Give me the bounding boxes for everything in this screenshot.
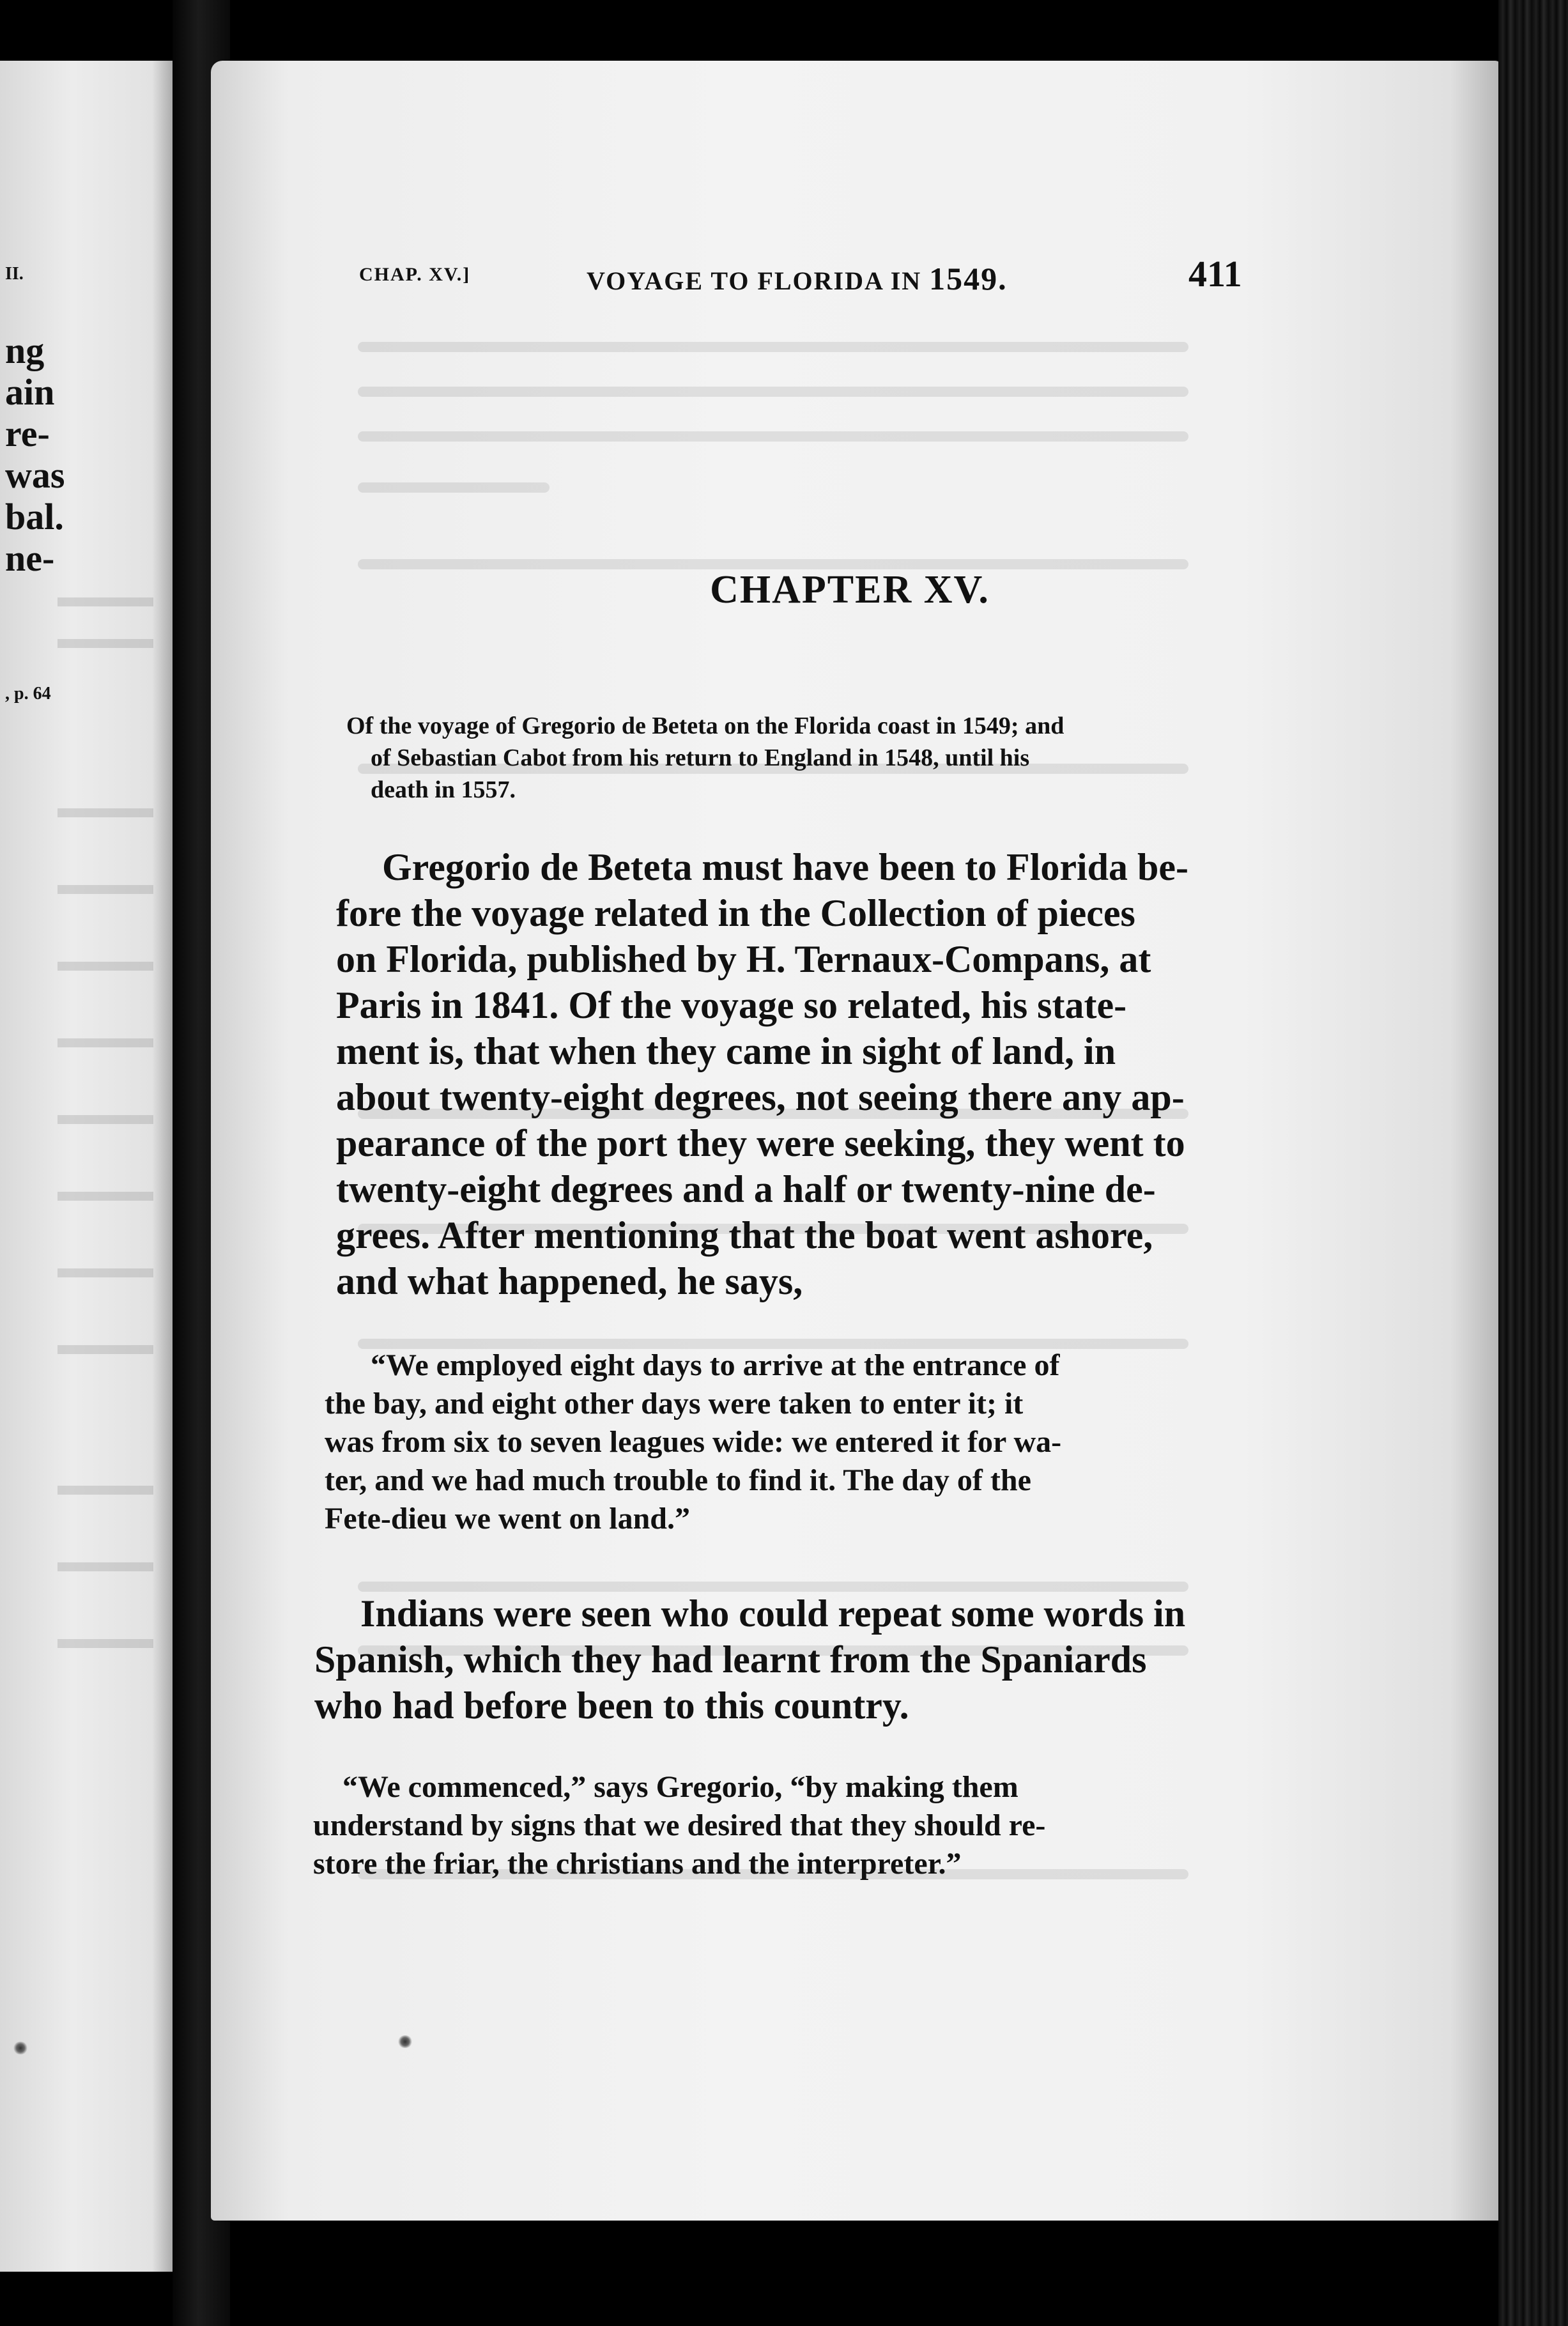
running-head-title — [587, 260, 1008, 297]
quote-line: understand by signs that we desired that they should re- — [313, 1808, 1046, 1842]
previous-page-sliver — [0, 61, 179, 2272]
quote-line: the bay, and eight other days were taken to enter it; it — [325, 1387, 1024, 1421]
left-page-fragment: ne- — [5, 537, 55, 579]
paragraph-line: grees. After mentioning that the boat went ashore, — [336, 1214, 1153, 1256]
quote-line: Fete-dieu we went on land.” — [325, 1502, 690, 1536]
left-page-fragment: ain — [5, 371, 55, 413]
paragraph-line: who had before been to this country. — [314, 1684, 909, 1727]
quote-line: “We employed eight days to arrive at the entrance of — [371, 1348, 1060, 1382]
paragraph-line: fore the voyage related in the Collection of pieces — [336, 892, 1135, 934]
left-page-fragment: re- — [5, 413, 50, 454]
paragraph-line: Paris in 1841. Of the voyage so related, his state- — [336, 984, 1127, 1026]
page-number: 411 — [1188, 253, 1242, 295]
paragraph-line: about twenty-eight degrees, not seeing there any ap- — [336, 1076, 1185, 1118]
chapter-summary-line: Of the voyage of Gregorio de Beteta on the Florida coast in 1549; and — [346, 712, 1065, 739]
quote-line: ter, and we had much trouble to find it. The day of the — [325, 1463, 1031, 1497]
paragraph-line: Indians were seen who could repeat some words in — [360, 1592, 1186, 1635]
paragraph-line: ment is, that when they came in sight of land, in — [336, 1030, 1116, 1072]
chapter-summary-line: of Sebastian Cabot from his return to England in 1548, until his — [371, 744, 1030, 771]
quote-line: store the friar, the christians and the interpreter.” — [313, 1847, 962, 1881]
left-page-fragment: , p. 64 — [5, 684, 51, 704]
left-page-fragment: II. — [5, 264, 24, 284]
book-page — [211, 61, 1502, 2221]
ink-speck — [13, 2042, 28, 2054]
chapter-title: CHAPTER XV. — [710, 568, 990, 612]
paragraph-line: twenty-eight degrees and a half or twenty-nine de- — [336, 1168, 1156, 1210]
page-text — [211, 61, 1502, 2221]
book-binding-edge — [1498, 0, 1568, 2326]
left-page-fragment: bal. — [5, 496, 64, 537]
paragraph-line: and what happened, he says, — [336, 1260, 803, 1302]
quote-line: “We commenced,” says Gregorio, “by making them — [342, 1770, 1018, 1804]
paragraph-line: pearance of the port they were seeking, they went to — [336, 1122, 1185, 1164]
running-head-chapter: CHAP. XV.] — [359, 264, 471, 285]
paragraph-line: Gregorio de Beteta must have been to Florida be- — [382, 846, 1189, 888]
running-head-year: 1549. — [929, 261, 1008, 297]
quote-line: was from six to seven leagues wide: we entered it for wa- — [325, 1425, 1062, 1459]
paragraph-line: Spanish, which they had learnt from the Spaniards — [314, 1638, 1147, 1681]
running-head-title-text: VOYAGE TO FLORIDA IN — [587, 266, 922, 295]
chapter-summary-line: death in 1557. — [371, 776, 516, 803]
paragraph-line: on Florida, published by H. Ternaux-Compans, at — [336, 938, 1151, 980]
ink-speck — [397, 2035, 413, 2048]
left-page-fragment: ng — [5, 330, 45, 371]
left-page-fragment: was — [5, 454, 65, 496]
